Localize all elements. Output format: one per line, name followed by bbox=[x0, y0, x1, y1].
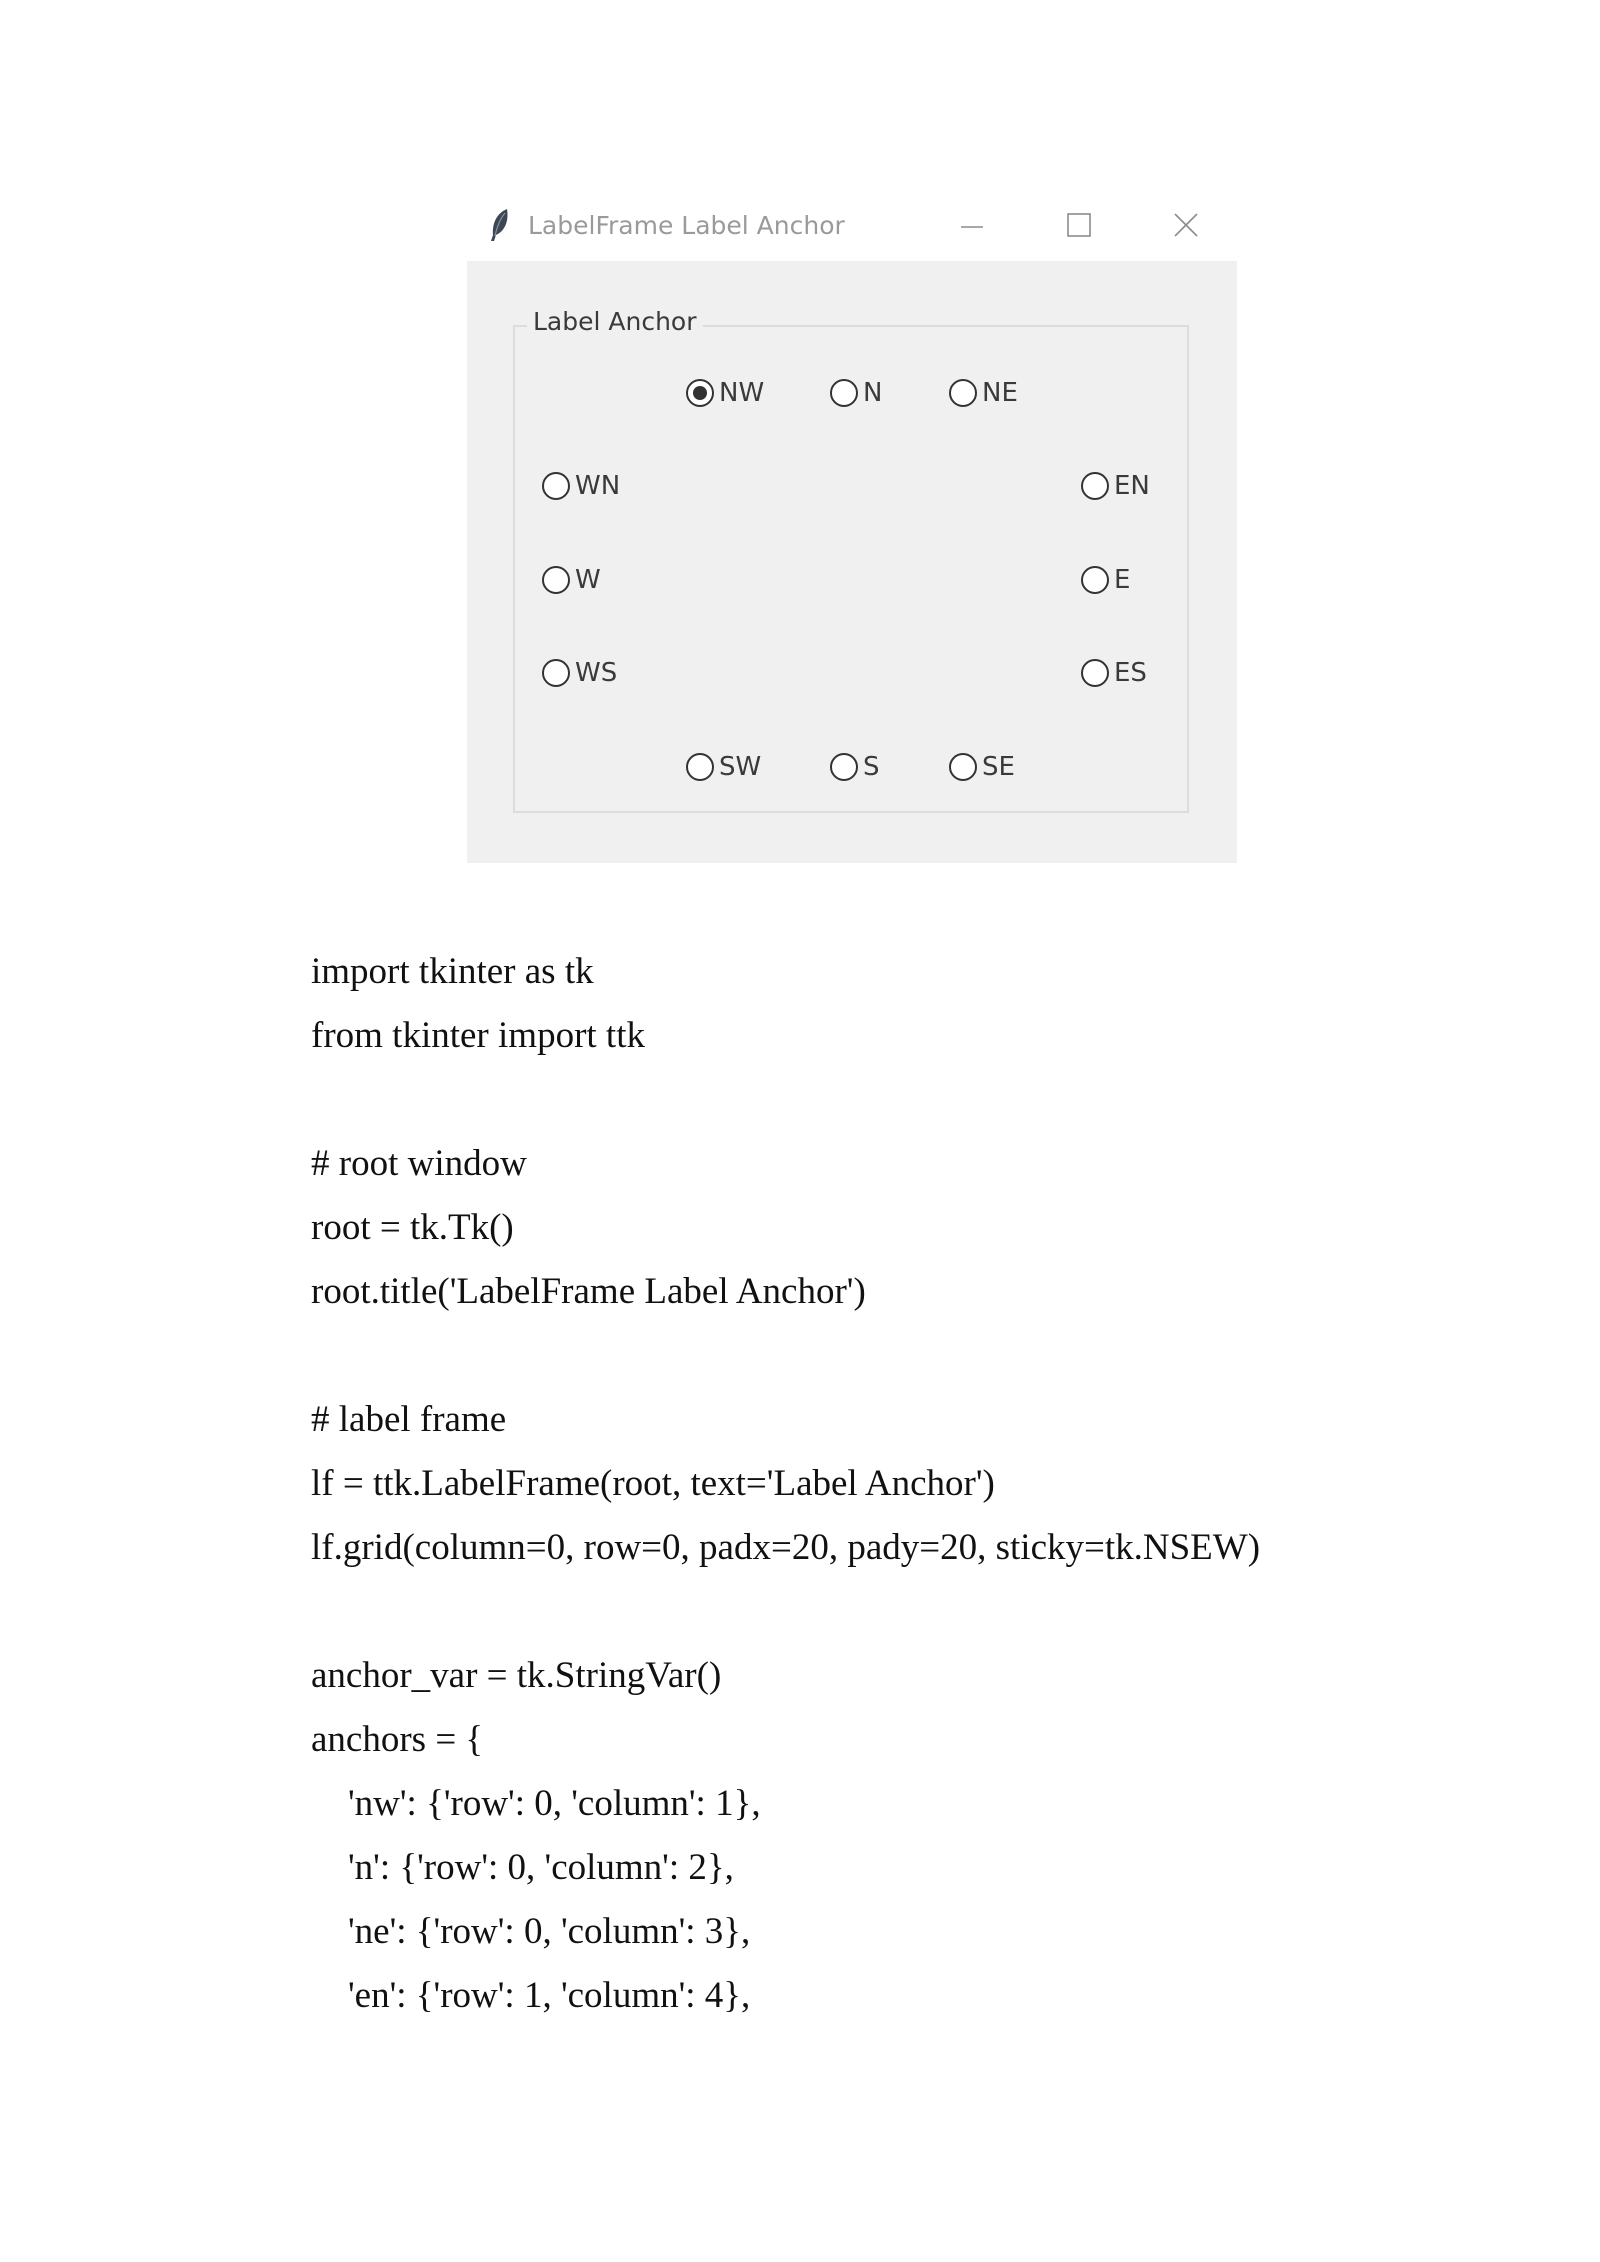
radio-nw-label: NW bbox=[719, 378, 765, 408]
code-line: from tkinter import ttk bbox=[311, 1015, 645, 1056]
minimize-button[interactable] bbox=[947, 203, 997, 247]
code-line: 'en': {'row': 1, 'column': 4}, bbox=[311, 1975, 751, 2016]
window-client-area bbox=[467, 261, 1237, 863]
code-line: root = tk.Tk() bbox=[311, 1207, 514, 1248]
radio-ne-indicator bbox=[949, 379, 977, 407]
radio-se-label: SE bbox=[982, 752, 1015, 782]
radio-en[interactable] bbox=[1081, 469, 1150, 503]
radio-wn-label: WN bbox=[575, 471, 621, 501]
radio-e-indicator bbox=[1081, 566, 1109, 594]
window-title: LabelFrame Label Anchor bbox=[528, 211, 845, 240]
radio-ws-indicator bbox=[542, 659, 570, 687]
app-window-screenshot bbox=[467, 191, 1237, 863]
radio-wn-indicator bbox=[542, 472, 570, 500]
radio-ws-label: WS bbox=[575, 658, 618, 688]
code-line: lf = ttk.LabelFrame(root, text='Label Anchor') bbox=[311, 1463, 995, 1504]
radio-n-indicator bbox=[830, 379, 858, 407]
radio-se-indicator bbox=[949, 753, 977, 781]
radio-s[interactable] bbox=[830, 750, 880, 784]
radio-sw-label: SW bbox=[719, 752, 762, 782]
radio-w-label: W bbox=[575, 565, 601, 595]
radio-w-indicator bbox=[542, 566, 570, 594]
radio-ne[interactable] bbox=[949, 376, 1018, 410]
radio-es-indicator bbox=[1081, 659, 1109, 687]
radio-ne-label: NE bbox=[982, 378, 1018, 408]
close-button[interactable] bbox=[1161, 203, 1211, 247]
radio-n[interactable] bbox=[830, 376, 882, 410]
radio-e[interactable] bbox=[1081, 563, 1130, 597]
radio-sw-indicator bbox=[686, 753, 714, 781]
radio-w[interactable] bbox=[542, 563, 601, 597]
code-line: lf.grid(column=0, row=0, padx=20, pady=20, sticky=tk.NSEW) bbox=[311, 1527, 1261, 1568]
radio-ws[interactable] bbox=[542, 656, 617, 690]
radio-es[interactable] bbox=[1081, 656, 1147, 690]
close-icon bbox=[1161, 203, 1211, 247]
code-line: # root window bbox=[311, 1143, 527, 1184]
radio-e-label: E bbox=[1114, 565, 1131, 595]
code-line: anchors = { bbox=[311, 1719, 484, 1760]
radio-s-indicator bbox=[830, 753, 858, 781]
minimize-icon bbox=[947, 203, 997, 247]
radio-es-label: ES bbox=[1114, 658, 1147, 688]
radio-sw[interactable] bbox=[686, 750, 761, 784]
feather-icon bbox=[487, 207, 513, 243]
radio-s-label: S bbox=[863, 752, 880, 782]
radio-n-label: N bbox=[863, 378, 883, 408]
code-line: import tkinter as tk bbox=[311, 951, 594, 992]
maximize-button[interactable] bbox=[1054, 203, 1104, 247]
radio-nw[interactable] bbox=[686, 376, 764, 410]
code-line: # label frame bbox=[311, 1399, 507, 1440]
radio-nw-indicator bbox=[686, 379, 714, 407]
code-line: 'nw': {'row': 0, 'column': 1}, bbox=[311, 1783, 761, 1824]
label-frame-title: Label Anchor bbox=[527, 307, 703, 336]
code-line: 'ne': {'row': 0, 'column': 3}, bbox=[311, 1911, 751, 1952]
maximize-icon bbox=[1054, 203, 1104, 247]
radio-en-indicator bbox=[1081, 472, 1109, 500]
radio-wn[interactable] bbox=[542, 469, 620, 503]
radio-en-label: EN bbox=[1114, 471, 1150, 501]
window-titlebar bbox=[467, 191, 1237, 261]
code-line: root.title('LabelFrame Label Anchor') bbox=[311, 1271, 866, 1312]
code-line: anchor_var = tk.StringVar() bbox=[311, 1655, 722, 1696]
code-line: 'n': {'row': 0, 'column': 2}, bbox=[311, 1847, 734, 1888]
radio-se[interactable] bbox=[949, 750, 1015, 784]
